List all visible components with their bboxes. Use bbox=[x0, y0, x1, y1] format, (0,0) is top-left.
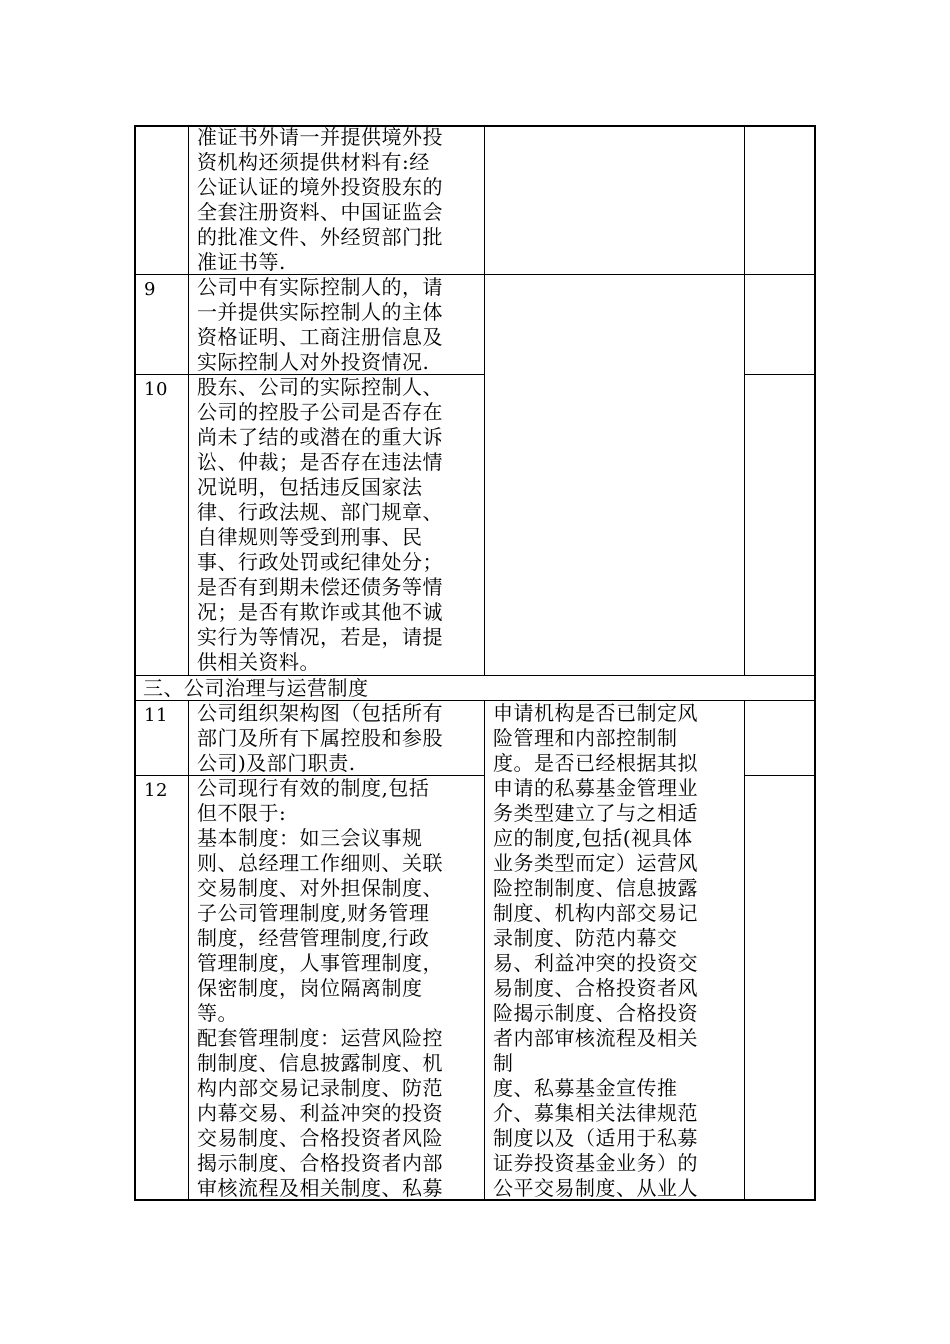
content-line: 等。 bbox=[197, 1001, 238, 1025]
content-line: 管理制度，人事管理制度， bbox=[197, 951, 443, 975]
column-divider bbox=[484, 700, 485, 1201]
content-line: 易制度、合格投资者风 bbox=[493, 976, 698, 1000]
content-line: 子公司管理制度,财务管理 bbox=[197, 901, 430, 925]
content-line: 公平交易制度、从业人 bbox=[493, 1176, 698, 1200]
content-line: 况；是否有欺诈或其他不诚 bbox=[197, 600, 443, 624]
content-line: 务类型建立了与之相适 bbox=[493, 801, 698, 825]
content-line: 业务类型而定）运营风 bbox=[493, 851, 698, 875]
column-divider bbox=[744, 700, 745, 1201]
content-line: 构内部交易记录制度、防范 bbox=[197, 1076, 443, 1100]
column-divider bbox=[188, 125, 189, 676]
content-line: 配套管理制度：运营风险控 bbox=[197, 1026, 443, 1050]
row-divider bbox=[744, 274, 816, 275]
content-line: 公司中有实际控制人的，请 bbox=[197, 275, 443, 299]
content-line: 交易制度、合格投资者风险 bbox=[197, 1126, 443, 1150]
content-line: 保密制度，岗位隔离制度 bbox=[197, 976, 423, 1000]
content-line: 险揭示制度、合格投资 bbox=[493, 1001, 698, 1025]
content-line: 制度以及（适用于私募 bbox=[493, 1126, 698, 1150]
content-line: 供相关资料。 bbox=[197, 650, 320, 674]
content-line: 尚未了结的或潜在的重大诉 bbox=[197, 425, 443, 449]
content-line: 者内部审核流程及相关 bbox=[493, 1026, 698, 1050]
column-divider bbox=[188, 700, 189, 1201]
content-line: 录制度、防范内幕交 bbox=[493, 926, 678, 950]
content-line: 实际控制人对外投资情况. bbox=[197, 350, 430, 374]
content-line: 公司)及部门职责. bbox=[197, 751, 356, 775]
row-number-11: 11 bbox=[144, 705, 168, 726]
content-line: 证券投资基金业务）的 bbox=[493, 1151, 698, 1175]
content-line: 准证书等. bbox=[197, 250, 286, 274]
content-line: 揭示制度、合格投资者内部 bbox=[197, 1151, 443, 1175]
content-line: 审核流程及相关制度、私募 bbox=[197, 1176, 443, 1200]
content-line: 申请的私募基金管理业 bbox=[493, 776, 698, 800]
content-line: 申请机构是否已制定风 bbox=[493, 701, 698, 725]
row-12-content bbox=[197, 776, 443, 1201]
content-line: 公司现行有效的制度,包括 bbox=[197, 776, 430, 800]
row-divider bbox=[744, 775, 816, 776]
content-line: 基本制度：如三会议事规 bbox=[197, 826, 423, 850]
content-line: 公司的控股子公司是否存在 bbox=[197, 400, 443, 424]
row-10-content bbox=[197, 375, 443, 675]
content-line: 险控制制度、信息披露 bbox=[493, 876, 698, 900]
row-number-9: 9 bbox=[144, 279, 156, 300]
content-line: 全套注册资料、中国证监会 bbox=[197, 200, 443, 224]
content-line: 事、行政处罚或纪律处分； bbox=[197, 550, 443, 574]
content-line: 公司组织架构图（包括所有 bbox=[197, 701, 443, 725]
column-divider bbox=[744, 125, 745, 676]
content-line: 险管理和内部控制制 bbox=[493, 726, 678, 750]
column-divider bbox=[484, 125, 485, 676]
row-8-content bbox=[197, 125, 443, 275]
content-line: 易、利益冲突的投资交 bbox=[493, 951, 698, 975]
row-number-12: 12 bbox=[144, 780, 168, 801]
content-line: 内幕交易、利益冲突的投资 bbox=[197, 1101, 443, 1125]
row-number-10: 10 bbox=[144, 379, 168, 400]
row-9-content bbox=[197, 275, 443, 375]
content-line: 介、募集相关法律规范 bbox=[493, 1101, 698, 1125]
content-line: 公证认证的境外投资股东的 bbox=[197, 175, 443, 199]
content-line: 准证书外请一并提供境外投 bbox=[197, 125, 443, 149]
content-line: 一并提供实际控制人的主体 bbox=[197, 300, 443, 324]
content-line: 资格证明、工商注册信息及 bbox=[197, 325, 443, 349]
content-line: 制 bbox=[493, 1051, 514, 1075]
row-divider bbox=[744, 374, 816, 375]
content-line: 交易制度、对外担保制度、 bbox=[197, 876, 443, 900]
content-line: 但不限于: bbox=[197, 801, 287, 825]
section-heading: 三、公司治理与运营制度 bbox=[143, 676, 369, 700]
content-line: 是否有到期未偿还债务等情 bbox=[197, 575, 443, 599]
content-line: 资机构还须提供材料有:经 bbox=[197, 150, 430, 174]
row-11-content bbox=[197, 701, 443, 776]
content-line: 则、总经理工作细则、关联 bbox=[197, 851, 443, 875]
content-line: 度、私募基金宣传推 bbox=[493, 1076, 678, 1100]
content-line: 部门及所有下属控股和参股 bbox=[197, 726, 443, 750]
content-line: 实行为等情况，若是，请提 bbox=[197, 625, 443, 649]
content-line: 制度，经营管理制度,行政 bbox=[197, 926, 430, 950]
content-line: 制度、机构内部交易记 bbox=[493, 901, 698, 925]
content-line: 况说明，包括违反国家法 bbox=[197, 475, 423, 499]
content-line: 应的制度,包括(视具体 bbox=[493, 826, 693, 850]
content-line: 讼、仲裁；是否存在违法情 bbox=[197, 450, 443, 474]
content-line: 律、行政法规、部门规章、 bbox=[197, 500, 443, 524]
content-line: 股东、公司的实际控制人、 bbox=[197, 375, 443, 399]
content-line: 的批准文件、外经贸部门批 bbox=[197, 225, 443, 249]
content-line: 制制度、信息披露制度、机 bbox=[197, 1051, 443, 1075]
content-line: 度。是否已经根据其拟 bbox=[493, 751, 698, 775]
requirement-description bbox=[493, 701, 698, 1201]
content-line: 自律规则等受到刑事、民 bbox=[197, 525, 423, 549]
